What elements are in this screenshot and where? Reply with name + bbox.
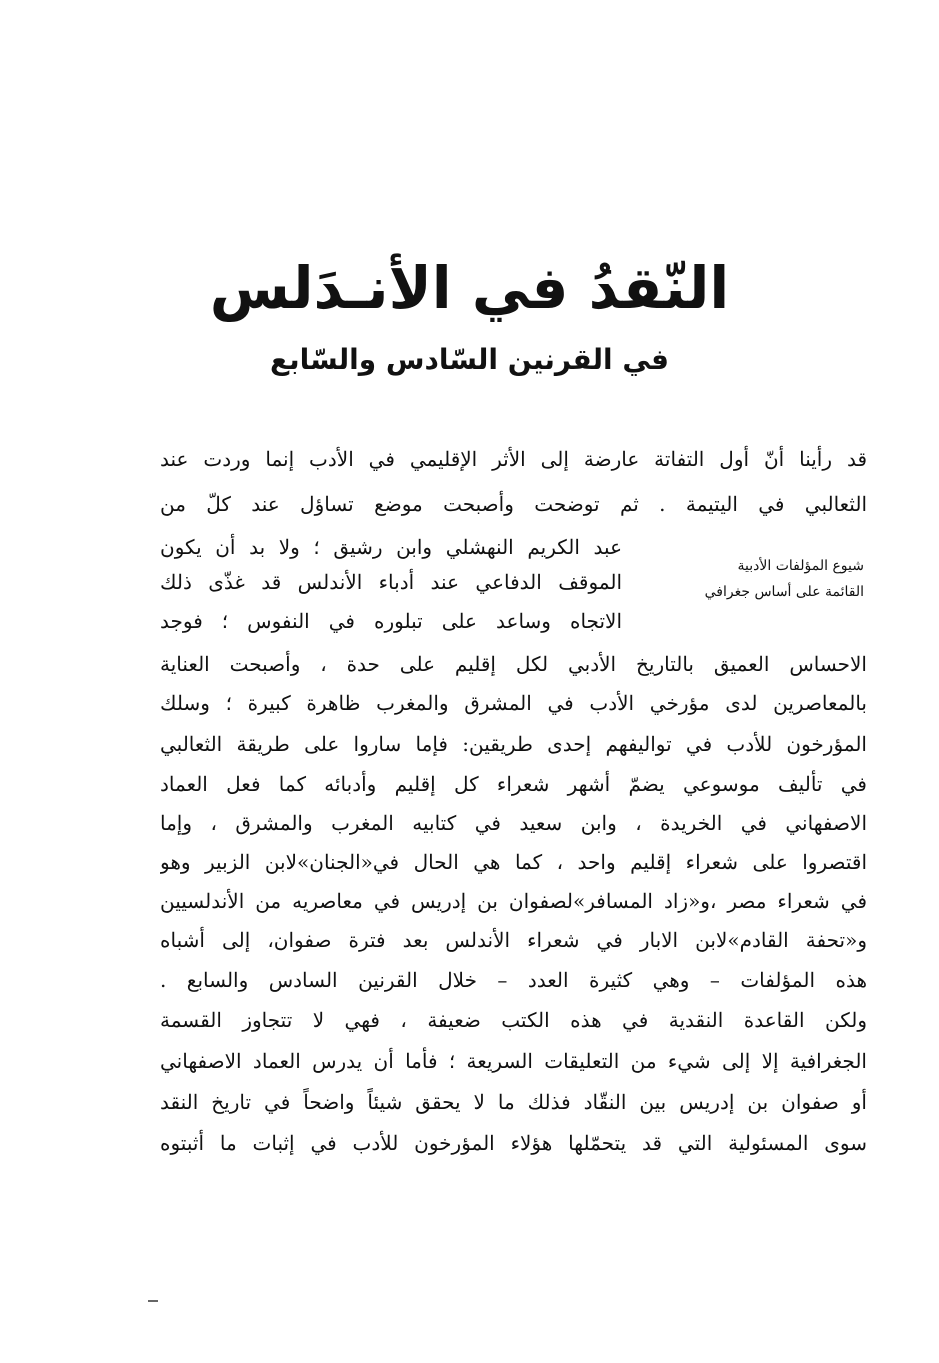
body-line: الثعالبي في اليتيمة . ثم توضحت وأصبحت موضع تساؤل عند كلّ من (160, 492, 867, 516)
body-line: ولكن القاعدة النقدية في هذه الكتب ضعيفة ، فهي لا تتجاوز القسمة (160, 1008, 867, 1032)
scan-speck (148, 1300, 158, 1302)
body-line: هذه المؤلفات – وهي كثيرة العدد – خلال القرنين السادس والسابع . (160, 968, 867, 992)
body-line: و«تحفة القادم»لابن الابار في شعراء الأندلس بعد فترة صفوان، إلى أشباه (160, 928, 867, 952)
body-line: الاصفهاني في الخريدة ، وابن سعيد في كتابيه المغرب والمشرق ، وإما (160, 811, 867, 835)
body-line: أو صفوان بن إدريس بين النقّاد فذلك ما لا يحقق شيئاً واضحاً في تاريخ النقد (160, 1090, 867, 1114)
body-line: في تأليف موسوعي يضمّ أشهر شعراء كل إقليم وأدبائه كما فعل العماد (160, 772, 867, 796)
body-line: سوى المسئولية التي قد يتحمّلها هؤلاء المؤرخون للأدب في إثبات ما أثبتوه (160, 1131, 867, 1155)
body-line: الموقف الدفاعي عند أدباء الأندلس قد غذّى ذلك (160, 570, 622, 594)
body-line: الاحساس العميق بالتاريخ الأدبي لكل إقليم على حدة ، وأصبحت العناية (160, 652, 867, 676)
body-line: المؤرخون للأدب في تواليفهم إحدى طريقين: فإما ساروا على طريقة الثعالبي (160, 732, 867, 756)
margin-note-line: القائمة على أساس جغرافي (704, 584, 864, 600)
body-line: قد رأينا أنّ أول التفاتة عارضة إلى الأثر الإقليمي في الأدب إنما وردت عند (160, 447, 867, 471)
page-subtitle: في القرنين السّادس والسّابع (269, 343, 669, 376)
body-line: اقتصروا على شعراء إقليم واحد ، كما هي الحال في«الجنان»لابن الزبير وهو (160, 850, 867, 874)
body-line: في شعراء مصر ،و«زاد المسافر»لصفوان بن إدريس في معاصريه من الأندلسيين (160, 889, 867, 913)
body-line: الاتجاه وساعد على تبلوره في النفوس ؛ فوجد (160, 609, 622, 633)
page-title: النّقدُ في الأنـدَلس (209, 254, 730, 322)
margin-note (652, 553, 864, 605)
margin-note-line: شيوع المؤلفات الأدبية (737, 558, 864, 574)
body-line: عبد الكريم النهشلي وابن رشيق ؛ ولا بد أن يكون (160, 535, 622, 559)
body-line: بالمعاصرين لدى مؤرخي الأدب في المشرق والمغرب ظاهرة كبيرة ؛ وسلك (160, 691, 867, 715)
body-line: الجغرافية إلا إلى شيء من التعليقات السريعة ؛ فأما أن يدرس العماد الاصفهاني (160, 1049, 867, 1073)
